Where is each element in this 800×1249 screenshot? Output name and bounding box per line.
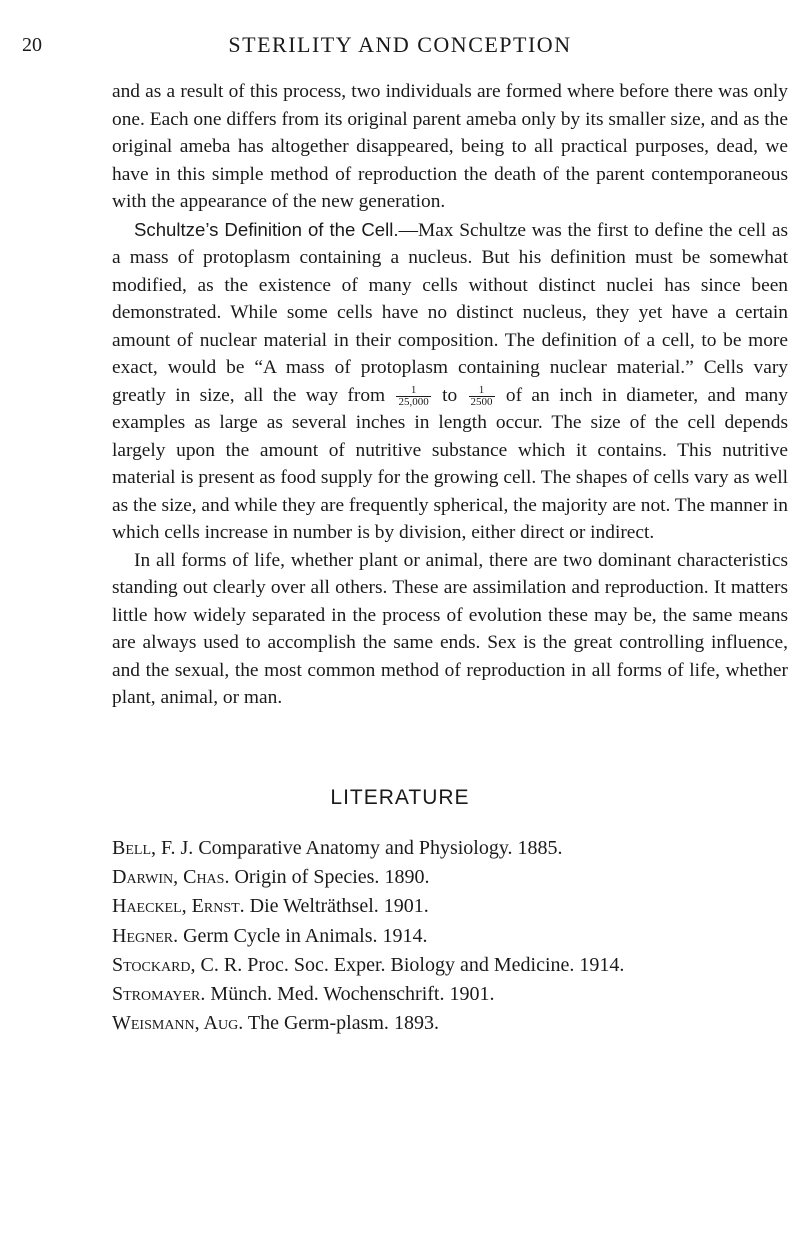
- reference-author: Bell, F. J.: [112, 837, 194, 859]
- reference-author: Darwin, Chas.: [112, 866, 230, 889]
- reference-title: Proc. Soc. Exper. Biology and Medicine.: [247, 953, 575, 976]
- paragraph-heading: Schultze’s Definition of the Cell.: [134, 218, 399, 240]
- paragraph-reproduction: and as a result of this process, two individuals are formed where before there was only one. Each one differs from its original parent ameba only by its smaller size, and as the original ameba has altogether disappeared, being to all practical purposes, dead, we have in this simple method of reproduction the death of the parent contemporaneous with the appearance of the new generation.: [112, 81, 788, 212]
- reference-author: Hegner.: [112, 924, 179, 947]
- fraction-denominator: 25,000: [398, 395, 429, 408]
- reference-entry: [112, 834, 788, 863]
- paragraph-text: to: [442, 384, 458, 406]
- fraction-numerator: 1: [469, 385, 495, 397]
- reference-year: 1890.: [384, 866, 430, 889]
- reference-entry: [112, 892, 788, 921]
- reference-entry: [112, 980, 788, 1009]
- reference-year: 1901.: [383, 895, 429, 918]
- reference-author: Weismann, Aug.: [112, 1012, 244, 1035]
- fraction-small: [396, 385, 430, 408]
- reference-title: Die Welträthsel.: [249, 895, 379, 918]
- reference-year: 1914.: [579, 953, 625, 976]
- reference-author: Haeckel, Ernst.: [112, 895, 245, 918]
- fraction-large: [469, 385, 495, 408]
- reference-title: Germ Cycle in Animals.: [183, 924, 378, 947]
- page-number: 20: [22, 34, 42, 56]
- reference-year: 1914.: [382, 924, 428, 947]
- reference-title: Comparative Anatomy and Physiology.: [198, 837, 513, 859]
- reference-year: 1885.: [517, 837, 563, 859]
- reference-title: The Germ-plasm.: [247, 1012, 389, 1035]
- paragraph-text: —Max Schultze was the first to define the cell as a mass of protoplasm containing a nucleus. But his definition must be somewhat modified, as the existence of many cells without distinct nuclei has since been demonstrated. While some cells have no distinct nucleus, they yet have a certain amount of nuclear material in their composition. The definition of a cell, to be more exact, would be “A mass of protoplasm containing nuclear material.” Cells vary greatly in size, all the way from: [112, 219, 789, 406]
- paragraph-cell-definition: [112, 216, 788, 547]
- paragraph-text: of an inch in diameter, and many examples as large as several inches in length occur. The size of the cell depends largely upon the amount of nutritive substance which it contains. This nutritive material is present as food supply for the growing cell. The shapes of cells vary as well as the size, and while they are frequently spherical, the majority are not. The manner in which cells increase in number is by division, either direct or indirect.: [112, 384, 788, 543]
- running-head: STERILITY AND CONCEPTION: [228, 32, 572, 57]
- reference-entry: [112, 951, 788, 980]
- reference-entry: [112, 922, 788, 951]
- reference-year: 1901.: [449, 983, 495, 1006]
- reference-entry: [112, 863, 788, 892]
- reference-author: Stromayer.: [112, 983, 206, 1006]
- reference-entry: [112, 1009, 788, 1038]
- reference-year: 1893.: [393, 1012, 439, 1035]
- fraction-numerator: 1: [396, 385, 430, 397]
- paragraph-dominant-characteristics: In all forms of life, whether plant or animal, there are two dominant characteristics standing out clearly over all others. These are assimilation and reproduction. It matters little how widely separated in the process of evolution these may be, the same means are always used to accomplish the same ends. Sex is the great controlling influence, and the sexual, the most common method of reproduction in all forms of life, whether plant, animal, or man.: [112, 549, 788, 708]
- fraction-denominator: 2500: [470, 395, 493, 408]
- reference-title: Origin of Species.: [234, 866, 380, 889]
- body-text: [112, 78, 788, 712]
- reference-author: Stockard, C. R.: [112, 953, 243, 976]
- literature-heading: LITERATURE: [330, 786, 470, 809]
- reference-list: [112, 834, 788, 1038]
- reference-title: Münch. Med. Wochenschrift.: [210, 983, 445, 1006]
